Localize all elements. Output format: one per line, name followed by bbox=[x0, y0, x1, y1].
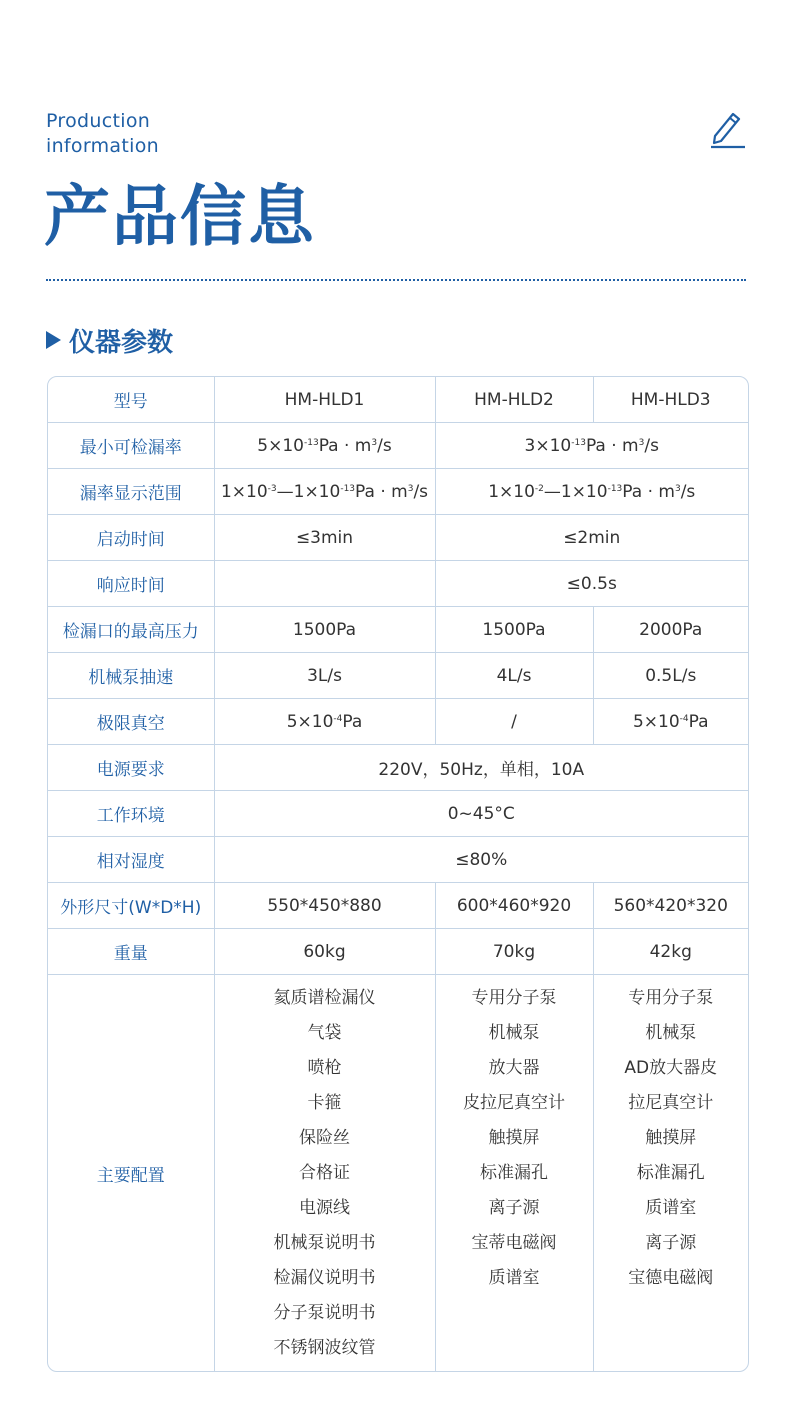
cell-hld23: ≤0.5s bbox=[435, 561, 748, 607]
config-item: 卡箍 bbox=[307, 1093, 342, 1113]
config-list-hld1 bbox=[215, 986, 435, 1371]
row-label: 外形尺寸(W*D*H) bbox=[48, 883, 214, 929]
config-item: 离子源 bbox=[488, 1198, 540, 1218]
row-label: 工作环境 bbox=[48, 791, 214, 837]
config-item: 离子源 bbox=[645, 1233, 697, 1253]
config-item: 放大器 bbox=[488, 1058, 540, 1078]
table-row-model bbox=[48, 377, 748, 423]
config-item: 触摸屏 bbox=[488, 1128, 540, 1148]
config-item: 机械泵 bbox=[488, 1023, 540, 1043]
table-row-ultimate-vacuum bbox=[48, 699, 748, 745]
cell-hld2: 1500Pa bbox=[435, 607, 593, 653]
table-row-max-pressure bbox=[48, 607, 748, 653]
row-label: 机械泵抽速 bbox=[48, 653, 214, 699]
cell-hld1: 60kg bbox=[214, 929, 435, 975]
config-item: 宝德电磁阀 bbox=[628, 1268, 714, 1288]
cell-hld2: 4L/s bbox=[435, 653, 593, 699]
row-label: 响应时间 bbox=[48, 561, 214, 607]
row-label: 最小可检漏率 bbox=[48, 423, 214, 469]
cell-hld3: HM-HLD3 bbox=[593, 377, 748, 423]
triangle-right-icon bbox=[46, 331, 61, 349]
config-item: 标准漏孔 bbox=[480, 1163, 548, 1183]
dotted-divider bbox=[46, 279, 746, 281]
config-item: 分子泵说明书 bbox=[273, 1303, 376, 1323]
config-list-hld2 bbox=[436, 986, 593, 1301]
cell-hld2 bbox=[435, 975, 593, 1372]
section-heading bbox=[46, 322, 173, 358]
table-row-power bbox=[48, 745, 748, 791]
config-item: AD放大器皮 bbox=[624, 1058, 718, 1078]
config-item: 标准漏孔 bbox=[636, 1163, 705, 1183]
cell-hld3: $5\times 10^{-4}Pa$ bbox=[593, 699, 748, 745]
cell-hld1 bbox=[214, 975, 435, 1372]
english-heading-line2: information bbox=[46, 135, 159, 157]
pen-icon bbox=[709, 108, 747, 150]
cell-hld1: $5\times 10^{-4}Pa$ bbox=[214, 699, 435, 745]
cell-all: 220V，50Hz，单相，10A bbox=[214, 745, 748, 791]
config-item: 触摸屏 bbox=[645, 1128, 697, 1148]
cell-hld23: $1\times 10^{-2}—1\times 10^{-13}Pa \cdot m^3/s$ bbox=[435, 469, 748, 515]
cell-hld1 bbox=[214, 561, 435, 607]
english-heading bbox=[46, 109, 159, 159]
table-row-config bbox=[48, 975, 748, 1372]
cell-hld2: 600*460*920 bbox=[435, 883, 593, 929]
row-label: 启动时间 bbox=[48, 515, 214, 561]
row-label: 主要配置 bbox=[48, 975, 214, 1372]
row-label: 相对湿度 bbox=[48, 837, 214, 883]
config-item: 氦质谱检漏仪 bbox=[273, 988, 376, 1008]
table-row-start-time bbox=[48, 515, 748, 561]
cell-hld2: / bbox=[435, 699, 593, 745]
config-item: 保险丝 bbox=[299, 1128, 350, 1148]
row-label: 检漏口的最高压力 bbox=[48, 607, 214, 653]
cell-hld1: 1500Pa bbox=[214, 607, 435, 653]
english-heading-line1: Production bbox=[46, 110, 151, 132]
config-item: 质谱室 bbox=[488, 1268, 540, 1288]
cell-hld23: ≤2min bbox=[435, 515, 748, 561]
config-item: 机械泵 bbox=[645, 1023, 697, 1043]
config-item: 检漏仪说明书 bbox=[273, 1268, 376, 1288]
row-label: 极限真空 bbox=[48, 699, 214, 745]
config-item: 合格证 bbox=[299, 1163, 350, 1183]
table-row-weight bbox=[48, 929, 748, 975]
table-row-environment bbox=[48, 791, 748, 837]
config-item: 宝蒂电磁阀 bbox=[471, 1233, 557, 1253]
cell-hld2: HM-HLD2 bbox=[435, 377, 593, 423]
table-row-pump-speed bbox=[48, 653, 748, 699]
row-label: 重量 bbox=[48, 929, 214, 975]
cell-hld3 bbox=[593, 975, 748, 1372]
table-row-humidity bbox=[48, 837, 748, 883]
cell-all: 0~45°C bbox=[214, 791, 748, 837]
cell-hld23: $3\times 10^{-13}Pa \cdot m^3/s$ bbox=[435, 423, 748, 469]
row-label: 电源要求 bbox=[48, 745, 214, 791]
section-title: 仪器参数 bbox=[69, 327, 174, 358]
page-title: 产品信息 bbox=[44, 177, 316, 255]
config-item: 喷枪 bbox=[307, 1058, 342, 1078]
config-item: 拉尼真空计 bbox=[628, 1093, 714, 1113]
config-item: 气袋 bbox=[307, 1023, 342, 1043]
cell-hld3: 0.5L/s bbox=[593, 653, 748, 699]
cell-hld1: ≤3min bbox=[214, 515, 435, 561]
table-row-min-leak bbox=[48, 423, 748, 469]
table-row-response bbox=[48, 561, 748, 607]
config-item: 皮拉尼真空计 bbox=[463, 1093, 565, 1113]
cell-hld3: 560*420*320 bbox=[593, 883, 748, 929]
cell-hld1: 550*450*880 bbox=[214, 883, 435, 929]
config-item: 机械泵说明书 bbox=[273, 1233, 376, 1253]
row-label: 型号 bbox=[48, 377, 214, 423]
table-row-dimensions bbox=[48, 883, 748, 929]
config-item: 专用分子泵 bbox=[628, 988, 714, 1008]
cell-hld1: 3L/s bbox=[214, 653, 435, 699]
cell-hld2: 70kg bbox=[435, 929, 593, 975]
spec-table bbox=[47, 376, 749, 1372]
config-list-hld3 bbox=[594, 986, 749, 1301]
cell-all: ≤80% bbox=[214, 837, 748, 883]
config-item: 不锈钢波纹管 bbox=[273, 1338, 376, 1358]
cell-hld1: HM-HLD1 bbox=[214, 377, 435, 423]
cell-hld3: 42kg bbox=[593, 929, 748, 975]
config-item: 专用分子泵 bbox=[471, 988, 557, 1008]
row-label: 漏率显示范围 bbox=[48, 469, 214, 515]
cell-hld3: 2000Pa bbox=[593, 607, 748, 653]
cell-hld1: $1\times 10^{-3}—1\times 10^{-13}Pa \cdot m^3/s$ bbox=[214, 469, 435, 515]
cell-hld1: $5\times 10^{-13}Pa \cdot m^3/s$ bbox=[214, 423, 435, 469]
config-item: 电源线 bbox=[299, 1198, 350, 1218]
table-row-range bbox=[48, 469, 748, 515]
config-item: 质谱室 bbox=[645, 1198, 697, 1218]
